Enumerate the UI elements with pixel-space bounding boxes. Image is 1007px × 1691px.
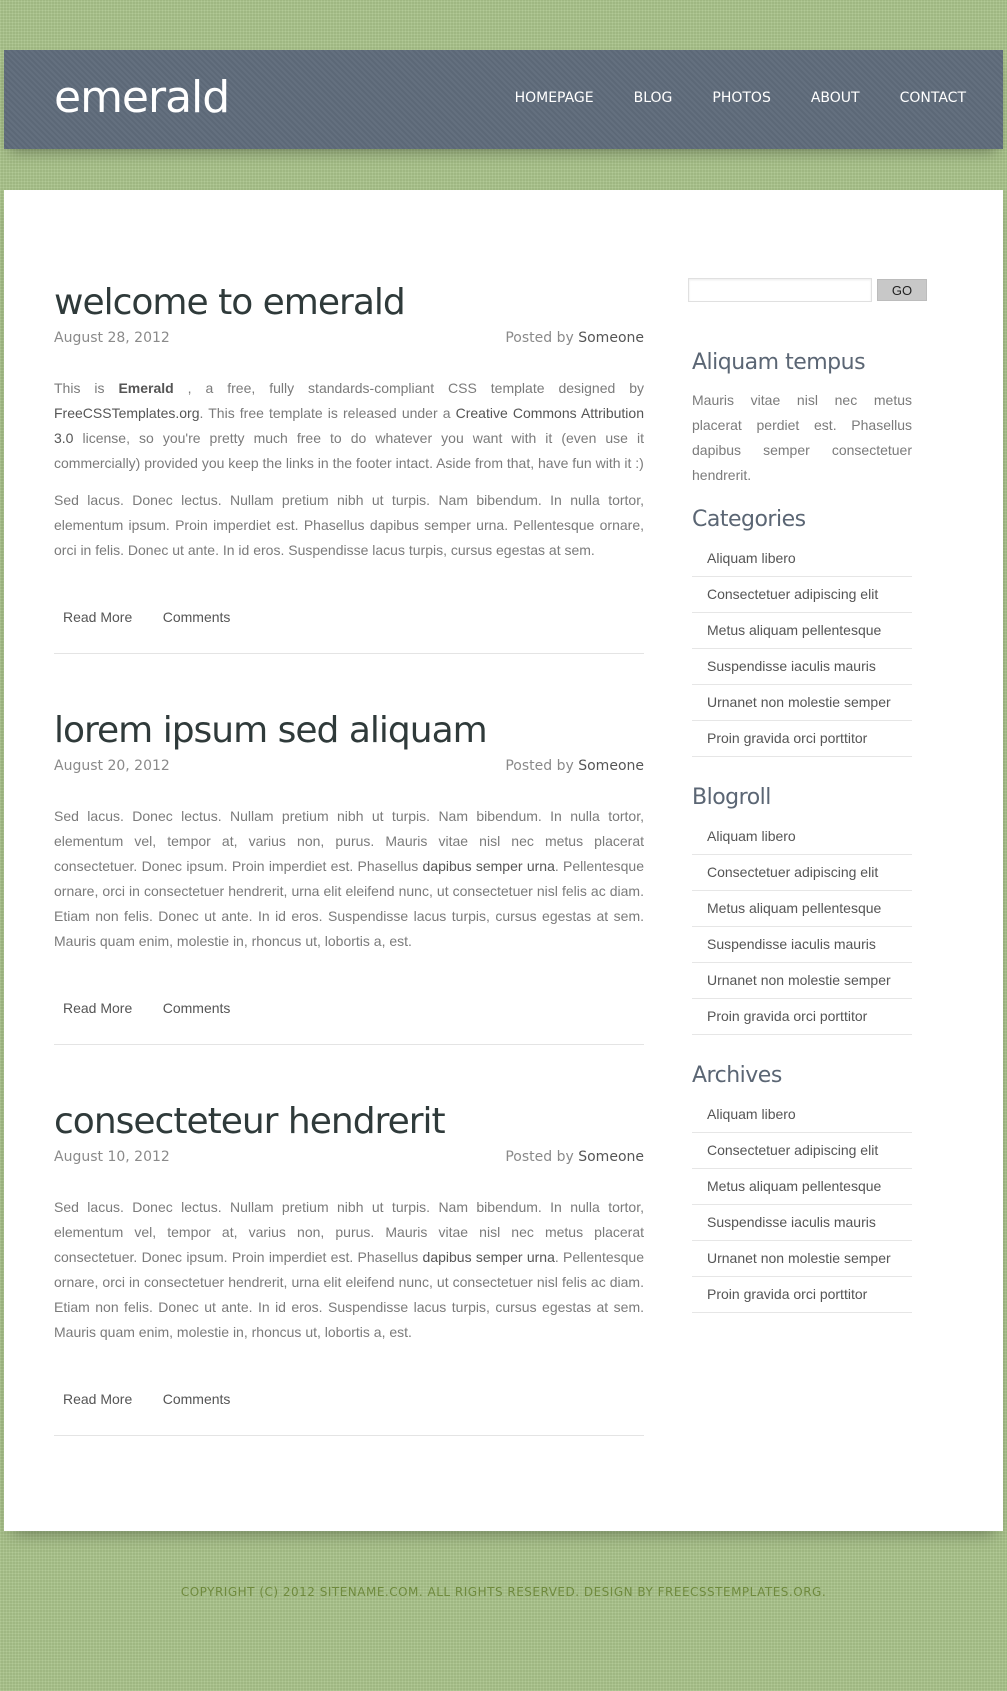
read-more-link[interactable]: Read More xyxy=(63,609,133,625)
posted-by-label: Posted by xyxy=(505,1149,574,1165)
category-link[interactable]: Aliquam libero xyxy=(707,550,796,566)
widget-title: Archives xyxy=(692,1063,782,1088)
about-widget xyxy=(692,348,912,488)
text-fragment: . This free template is released under a xyxy=(199,405,456,421)
menu-blog[interactable]: BLOG xyxy=(633,90,673,106)
list-item xyxy=(692,685,912,721)
post-title[interactable]: lorem ipsum sed aliquam xyxy=(54,710,487,751)
list-item xyxy=(692,1169,912,1205)
freecsstemplates-link[interactable]: FreeCSSTemplates.org xyxy=(54,405,200,421)
post-paragraph xyxy=(54,804,644,954)
archive-link[interactable]: Metus aliquam pellentesque xyxy=(707,1178,882,1194)
category-link[interactable]: Suspendisse iaculis mauris xyxy=(707,658,876,674)
post-date: August 10, 2012 xyxy=(54,1149,170,1165)
post-date: August 28, 2012 xyxy=(54,330,170,346)
menu-homepage[interactable]: HOMEPAGE xyxy=(514,90,594,106)
main-menu xyxy=(475,90,966,106)
list-item xyxy=(692,613,912,649)
post-date: August 20, 2012 xyxy=(54,758,170,774)
archives-list xyxy=(692,1097,912,1313)
list-item xyxy=(692,999,912,1035)
search-input[interactable] xyxy=(688,278,872,302)
category-link[interactable]: Metus aliquam pellentesque xyxy=(707,622,882,638)
blogroll-link[interactable]: Proin gravida orci porttitor xyxy=(707,1008,868,1024)
list-item xyxy=(692,1097,912,1133)
list-item xyxy=(692,963,912,999)
search-form xyxy=(688,278,932,302)
blogroll-link[interactable]: Suspendisse iaculis mauris xyxy=(707,936,876,952)
post-paragraph xyxy=(54,376,644,476)
category-link[interactable]: Consectetuer adipiscing elit xyxy=(707,586,879,602)
main-content xyxy=(54,278,644,1436)
list-item xyxy=(692,927,912,963)
inline-link[interactable]: dapibus semper urna xyxy=(422,1249,555,1265)
list-item xyxy=(692,891,912,927)
post xyxy=(54,706,644,1045)
inline-link[interactable]: dapibus semper urna xyxy=(422,858,555,874)
post-meta xyxy=(54,1149,644,1165)
archives-widget xyxy=(692,1061,912,1313)
text-fragment: license, so you're pretty much free to do whatever you want with it (even use it commercially) provided you keep the links in the footer intact. Aside from that, have fun with it :) xyxy=(54,430,644,471)
post-author[interactable]: Someone xyxy=(578,330,644,346)
list-item xyxy=(692,855,912,891)
search-go-button[interactable]: GO xyxy=(877,279,927,301)
list-item xyxy=(692,1205,912,1241)
post-author[interactable]: Someone xyxy=(578,758,644,774)
site-header xyxy=(4,50,1003,149)
category-link[interactable]: Urnanet non molestie semper xyxy=(707,694,891,710)
page-content xyxy=(4,190,1003,1531)
blogroll-widget xyxy=(692,783,912,1035)
read-more-link[interactable]: Read More xyxy=(63,1000,133,1016)
post-links xyxy=(54,1357,644,1435)
widget-title: Blogroll xyxy=(692,785,771,810)
comments-link[interactable]: Comments xyxy=(162,1000,231,1016)
post-links xyxy=(54,575,644,653)
category-link[interactable]: Proin gravida orci porttitor xyxy=(707,730,868,746)
menu-contact[interactable]: CONTACT xyxy=(899,90,966,106)
blogroll-link[interactable]: Aliquam libero xyxy=(707,828,796,844)
widget-text: Mauris vitae nisl nec metus placerat perdiet est. Phasellus dapibus semper consectetuer hendrerit. xyxy=(692,392,912,483)
text-fragment: Sed lacus. Donec lectus. Nullam pretium nibh ut turpis. Nam bibendum. In nulla tortor, elementum vel, tempor at, varius non, purus. Mauris vitae nisl nec metus placerat consectetuer. Donec ipsum. Proin imperdiet est. Phasellus xyxy=(54,808,644,874)
archive-link[interactable]: Aliquam libero xyxy=(707,1106,796,1122)
list-item xyxy=(692,1277,912,1313)
post-links xyxy=(54,966,644,1044)
posted-by-label: Posted by xyxy=(505,330,574,346)
blogroll-link[interactable]: Urnanet non molestie semper xyxy=(707,972,891,988)
post-author-line xyxy=(505,758,644,774)
read-more-link[interactable]: Read More xyxy=(63,1391,133,1407)
post-paragraph: Sed lacus. Donec lectus. Nullam pretium nibh ut turpis. Nam bibendum. In nulla tortor, elementum ipsum. Proin imperdiet est. Phasellus dapibus semper urna. Pellentesque ornare, orci in felis. Donec ut ante. In id eros. Suspendisse lacus turpis, cursus egestas at sem. xyxy=(54,492,644,558)
categories-widget xyxy=(692,505,912,757)
text-fragment: Sed lacus. Donec lectus. Nullam pretium nibh ut turpis. Nam bibendum. In nulla tortor, elementum vel, tempor at, varius non, purus. Mauris vitae nisl nec metus placerat consectetuer. Donec ipsum. Proin imperdiet est. Phasellus xyxy=(54,1199,644,1265)
post-author-line xyxy=(505,1149,644,1165)
site-footer xyxy=(0,1585,1007,1599)
widget-title: Aliquam tempus xyxy=(692,350,866,375)
blogroll-link[interactable]: Consectetuer adipiscing elit xyxy=(707,864,879,880)
post-paragraph xyxy=(54,1195,644,1345)
list-item xyxy=(692,577,912,613)
blogroll-link[interactable]: Metus aliquam pellentesque xyxy=(707,900,882,916)
categories-list xyxy=(692,541,912,757)
list-item xyxy=(692,721,912,757)
list-item xyxy=(692,819,912,855)
bold-text: Emerald xyxy=(118,380,174,396)
list-item xyxy=(692,541,912,577)
post-body xyxy=(54,1195,644,1345)
post-body xyxy=(54,804,644,954)
archive-link[interactable]: Consectetuer adipiscing elit xyxy=(707,1142,879,1158)
menu-about[interactable]: ABOUT xyxy=(810,90,860,106)
list-item xyxy=(692,1241,912,1277)
comments-link[interactable]: Comments xyxy=(162,609,231,625)
post-title[interactable]: welcome to emerald xyxy=(54,282,405,323)
post xyxy=(54,1097,644,1436)
comments-link[interactable]: Comments xyxy=(162,1391,231,1407)
text-fragment: . Pellentesque ornare, orci in consectetuer hendrerit, urna elit eleifend nunc, ut consectetuer nisl felis ac diam. Etiam non felis. Donec ut ante. In id eros. Suspendisse lacus turpis, cursus egestas at sem. Mauris quam enim, molestie in, rhoncus ut, lobortis a, est. xyxy=(54,858,644,949)
post-title[interactable]: consecteteur hendrerit xyxy=(54,1101,445,1142)
text-fragment: This is xyxy=(54,380,119,396)
posted-by-label: Posted by xyxy=(505,758,574,774)
menu-photos[interactable]: PHOTOS xyxy=(712,90,771,106)
archive-link[interactable]: Suspendisse iaculis mauris xyxy=(707,1214,876,1230)
post-body xyxy=(54,376,644,563)
text-fragment: . Pellentesque ornare, orci in consectetuer hendrerit, urna elit eleifend nunc, ut consectetuer nisl felis ac diam. Etiam non felis. Donec ut ante. In id eros. Suspendisse lacus turpis, cursus egestas at sem. Mauris quam enim, molestie in, rhoncus ut, lobortis a, est. xyxy=(54,1249,644,1340)
blogroll-list xyxy=(692,819,912,1035)
list-item xyxy=(692,649,912,685)
text-fragment: , a free, fully standards-compliant CSS template designed by xyxy=(173,380,645,396)
creative-commons-link[interactable]: Creative Commons Attribution 3.0 xyxy=(54,405,644,446)
post-author-line xyxy=(505,330,644,346)
post-author[interactable]: Someone xyxy=(578,1149,644,1165)
widget-title: Categories xyxy=(692,507,806,532)
post-meta xyxy=(54,758,644,774)
copyright-text: COPYRIGHT (C) 2012 SITENAME.COM. ALL RIGHTS RESERVED. DESIGN BY FREECSSTEMPLATES.ORG. xyxy=(180,1585,827,1599)
sidebar xyxy=(692,278,932,1313)
list-item xyxy=(692,1133,912,1169)
site-logo[interactable]: emerald xyxy=(54,72,230,123)
archive-link[interactable]: Urnanet non molestie semper xyxy=(707,1250,891,1266)
post-meta xyxy=(54,330,644,346)
post xyxy=(54,278,644,654)
archive-link[interactable]: Proin gravida orci porttitor xyxy=(707,1286,868,1302)
